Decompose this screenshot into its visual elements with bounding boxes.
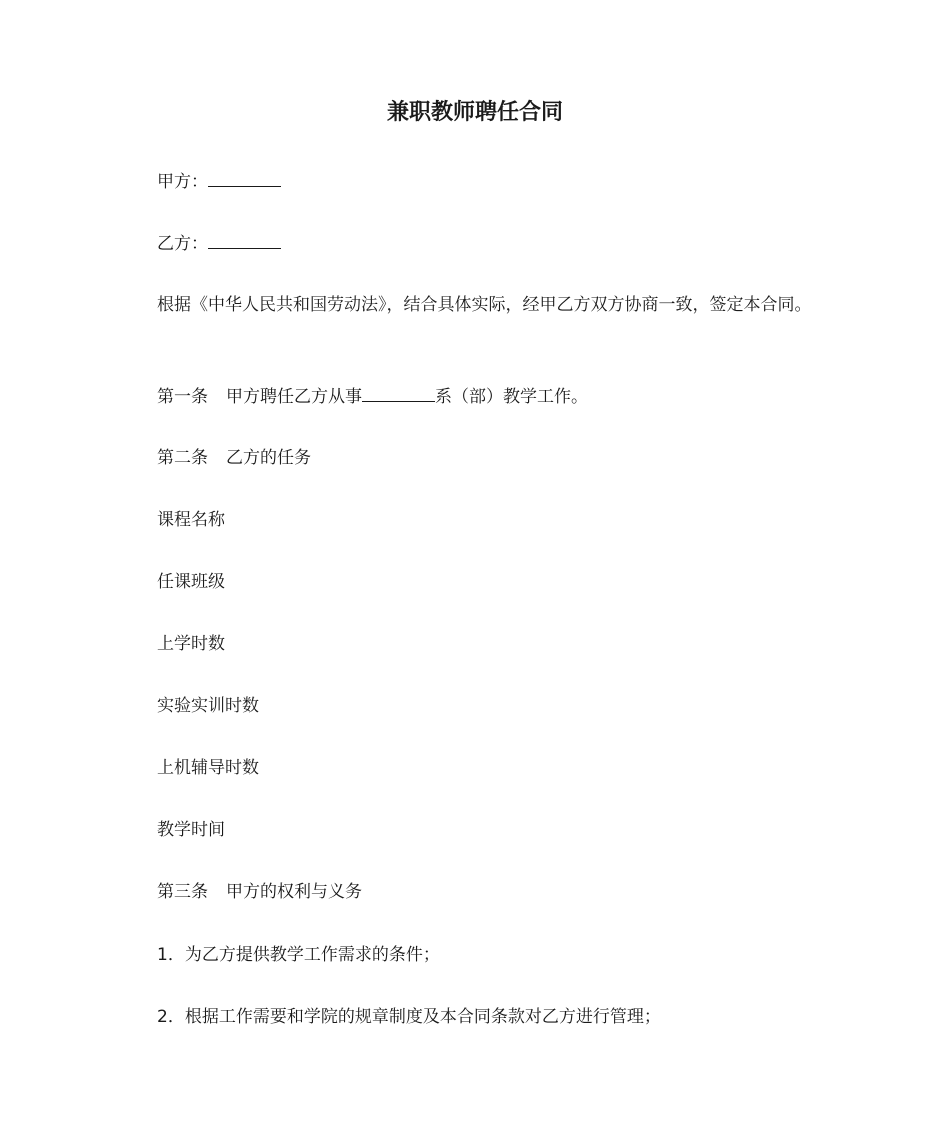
article-2-number: 第二条 (157, 448, 208, 468)
article-3-title: 甲方的权利与义务 (226, 882, 362, 902)
article-1-text-after: 系（部）教学工作。 (435, 387, 588, 407)
article-2 (157, 445, 311, 471)
party-a-label: 甲方： (157, 172, 208, 192)
party-a-blank (208, 168, 281, 187)
task-item-teaching-time: 教学时间 (157, 820, 225, 840)
task-item-lecture-hours: 上学时数 (157, 634, 225, 654)
task-item-computer-hours: 上机辅导时数 (157, 758, 259, 778)
article-1 (157, 383, 588, 410)
document-title: 兼职教师聘任合同 (386, 100, 563, 125)
preamble-paragraph: 根据《中华人民共和国劳动法》，结合具体实际，经甲乙方双方协商一致，签定本合同。 (157, 295, 812, 315)
party-b-line (157, 230, 281, 257)
clause-1: 1．为乙方提供教学工作需求的条件； (157, 945, 440, 965)
party-b-blank (208, 230, 281, 249)
department-blank (362, 383, 435, 402)
article-1-number: 第一条 (157, 387, 208, 407)
article-3 (157, 879, 362, 905)
article-2-title: 乙方的任务 (226, 448, 311, 468)
party-a-line (157, 168, 281, 195)
task-item-class: 任课班级 (157, 572, 225, 592)
task-item-course-name: 课程名称 (157, 510, 225, 530)
article-1-text-before: 甲方聘任乙方从事 (226, 387, 362, 407)
party-b-label: 乙方： (157, 234, 208, 254)
task-item-lab-hours: 实验实训时数 (157, 696, 259, 716)
clause-2: 2．根据工作需要和学院的规章制度及本合同条款对乙方进行管理； (157, 1007, 661, 1027)
article-3-number: 第三条 (157, 882, 208, 902)
